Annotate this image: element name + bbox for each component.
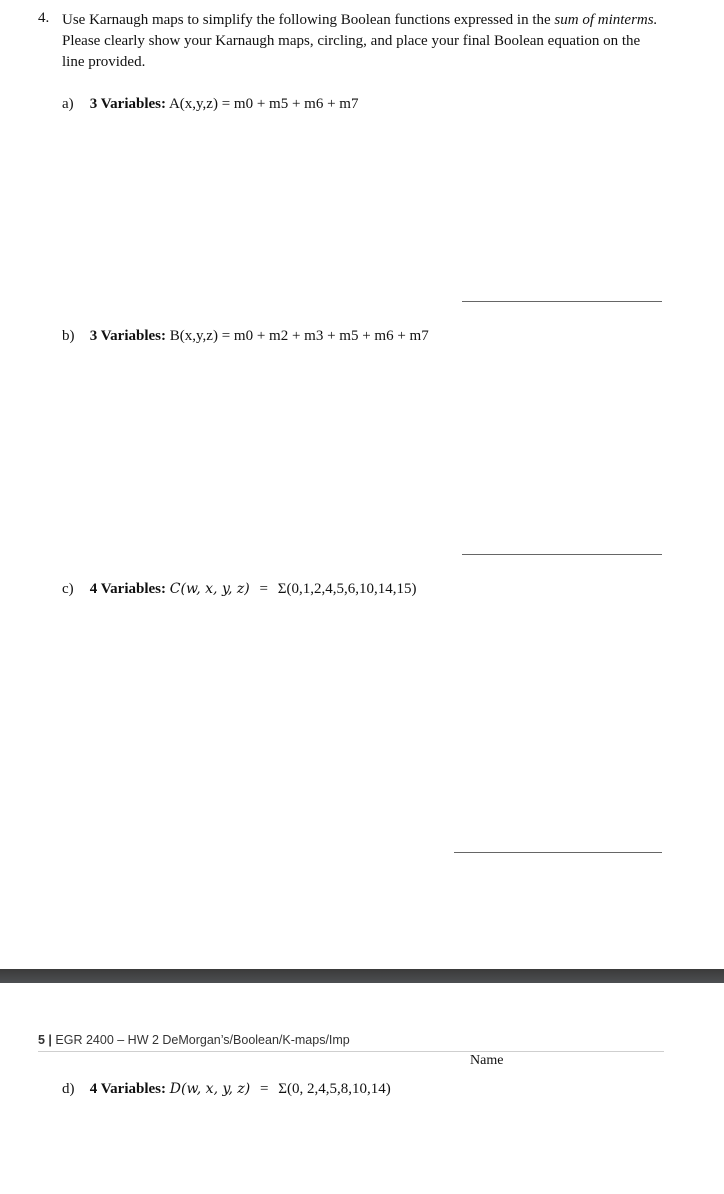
part-c-equals: = [259,581,268,597]
part-d-label: 4 Variables: [89,1081,167,1097]
page-footer [38,1033,350,1047]
page-number: 5 [38,1033,45,1047]
footer-rule [38,1051,664,1052]
instructions-text-1: Use Karnaugh maps to simplify the following Boolean functions expressed in the [62,12,555,28]
part-b [62,328,429,345]
part-b-expression: B(x,y,z) = m0 + m2 + m3 + m5 + m6 + m7 [169,328,429,344]
question-instructions [62,10,662,73]
part-a-expression: A(x,y,z) = m0 + m5 + m6 + m7 [168,96,359,112]
name-label: Name [470,1053,504,1068]
footer-separator: | [44,1033,56,1047]
part-d-letter: d) [62,1081,75,1097]
instructions-italic: sum of minterms. [554,12,658,28]
footer-title: EGR 2400 – HW 2 DeMorgan’s/Boolean/K-maps/Imp [55,1033,350,1047]
part-d [62,1081,391,1098]
part-c-sum: Σ(0,1,2,4,5,6,10,14,15) [277,581,417,597]
part-c-letter: c) [62,581,74,597]
part-a-label: 3 Variables: [89,96,167,112]
instructions-text-2: Please clearly show your Karnaugh maps, circling, and place your final Boolean equation on the line provided. [62,33,641,70]
part-b-letter: b) [62,328,75,344]
answer-line-a [462,301,662,302]
part-a-letter: a) [62,96,74,112]
part-d-equals: = [260,1081,269,1097]
answer-line-b [462,554,662,555]
page-break-bar [0,969,724,983]
part-d-function: D(w, x, y, z) [169,1081,251,1097]
part-b-label: 3 Variables: [89,328,167,344]
part-a [62,96,358,113]
part-d-sum: Σ(0, 2,4,5,8,10,14) [278,1081,391,1097]
part-c-function: C(w, x, y, z) [169,581,250,597]
question-number: 4. [38,10,50,26]
part-c [62,581,416,598]
part-c-label: 4 Variables: [89,581,167,597]
answer-line-c [454,852,662,853]
